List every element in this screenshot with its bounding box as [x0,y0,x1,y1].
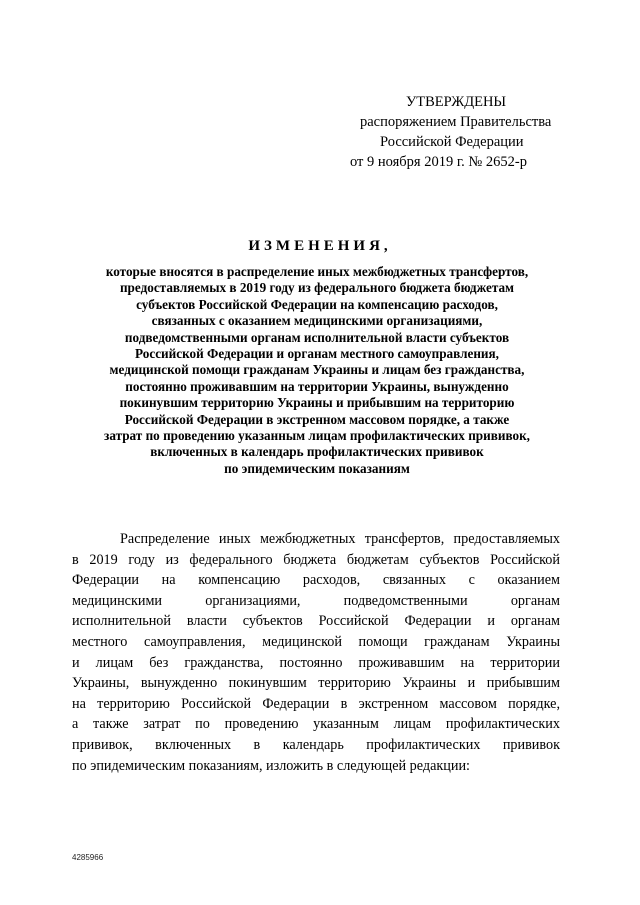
subtitle-line: предоставляемых в 2019 году из федерального бюджета бюджетам [119,280,515,296]
body-line: медицинскими организациями, подведомственными органам [72,592,560,609]
subtitle-line: подведомственными органам исполнительной власти субъектов [124,329,510,345]
subtitle-line: постоянно проживавшим на территории Украины, вынужденно [125,378,509,394]
body-line: исполнительной власти субъектов Российской Федерации и органам [72,613,560,630]
body-paragraph [72,529,560,776]
document-title: ИЗМЕНЕНИЯ, [248,238,392,254]
body-line: местного самоуправления, медицинской помощи гражданам Украины [72,633,560,650]
subtitle-line: по эпидемическим показаниям [224,460,410,476]
document-subtitle [62,264,572,477]
subtitle-line: которые вносятся в распределение иных межбюджетных трансфертов, [105,264,529,279]
body-line: Украины, вынужденно покинувшим территорию Украины и прибывшим [72,675,560,692]
body-line: в 2019 году из федерального бюджета бюджетам субъектов Российской [72,551,560,568]
subtitle-line: покинувшим территорию Украины и прибывшим на территорию [119,395,515,411]
subtitle-line: Российской Федерации и органам местного самоуправления, [135,346,499,362]
subtitle-line: включенных в календарь профилактических прививок [150,444,484,460]
document-number: 4285966 [72,853,104,862]
body-line: и лицам без гражданства, постоянно проживавшим на территории [72,654,560,671]
subtitle-line: затрат по проведению указанным лицам профилактических прививок, [104,428,530,444]
body-line: по эпидемическим показаниям, изложить в следующей редакции: [72,757,470,774]
body-line: Распределение иных межбюджетных трансфертов, предоставляемых [120,531,560,547]
subtitle-line: субъектов Российской Федерации на компенсацию расходов, [136,296,498,312]
body-line: а также затрат по проведению указанным лицам профилактических [72,716,560,733]
approval-block [350,92,580,172]
body-line: Федерации на компенсацию расходов, связанных с оказанием [72,572,560,589]
approval-line-date-number: от 9 ноября 2019 г. № 2652-р [350,154,527,170]
subtitle-line: связанных с оказанием медицинскими организациями, [151,313,483,329]
approval-line-order: распоряжением Правительства [360,114,552,130]
approval-line-government: Российской Федерации [380,134,524,150]
subtitle-line: Российской Федерации в экстренном массовом порядке, а также [124,411,510,427]
body-line: на территорию Российской Федерации в экстренном массовом порядке, [72,695,560,712]
body-line: прививок, включенных в календарь профилактических прививок [72,736,560,753]
approval-heading: УТВЕРЖДЕНЫ [406,94,507,110]
subtitle-line: медицинской помощи гражданам Украины и лицам без гражданства, [109,362,525,378]
